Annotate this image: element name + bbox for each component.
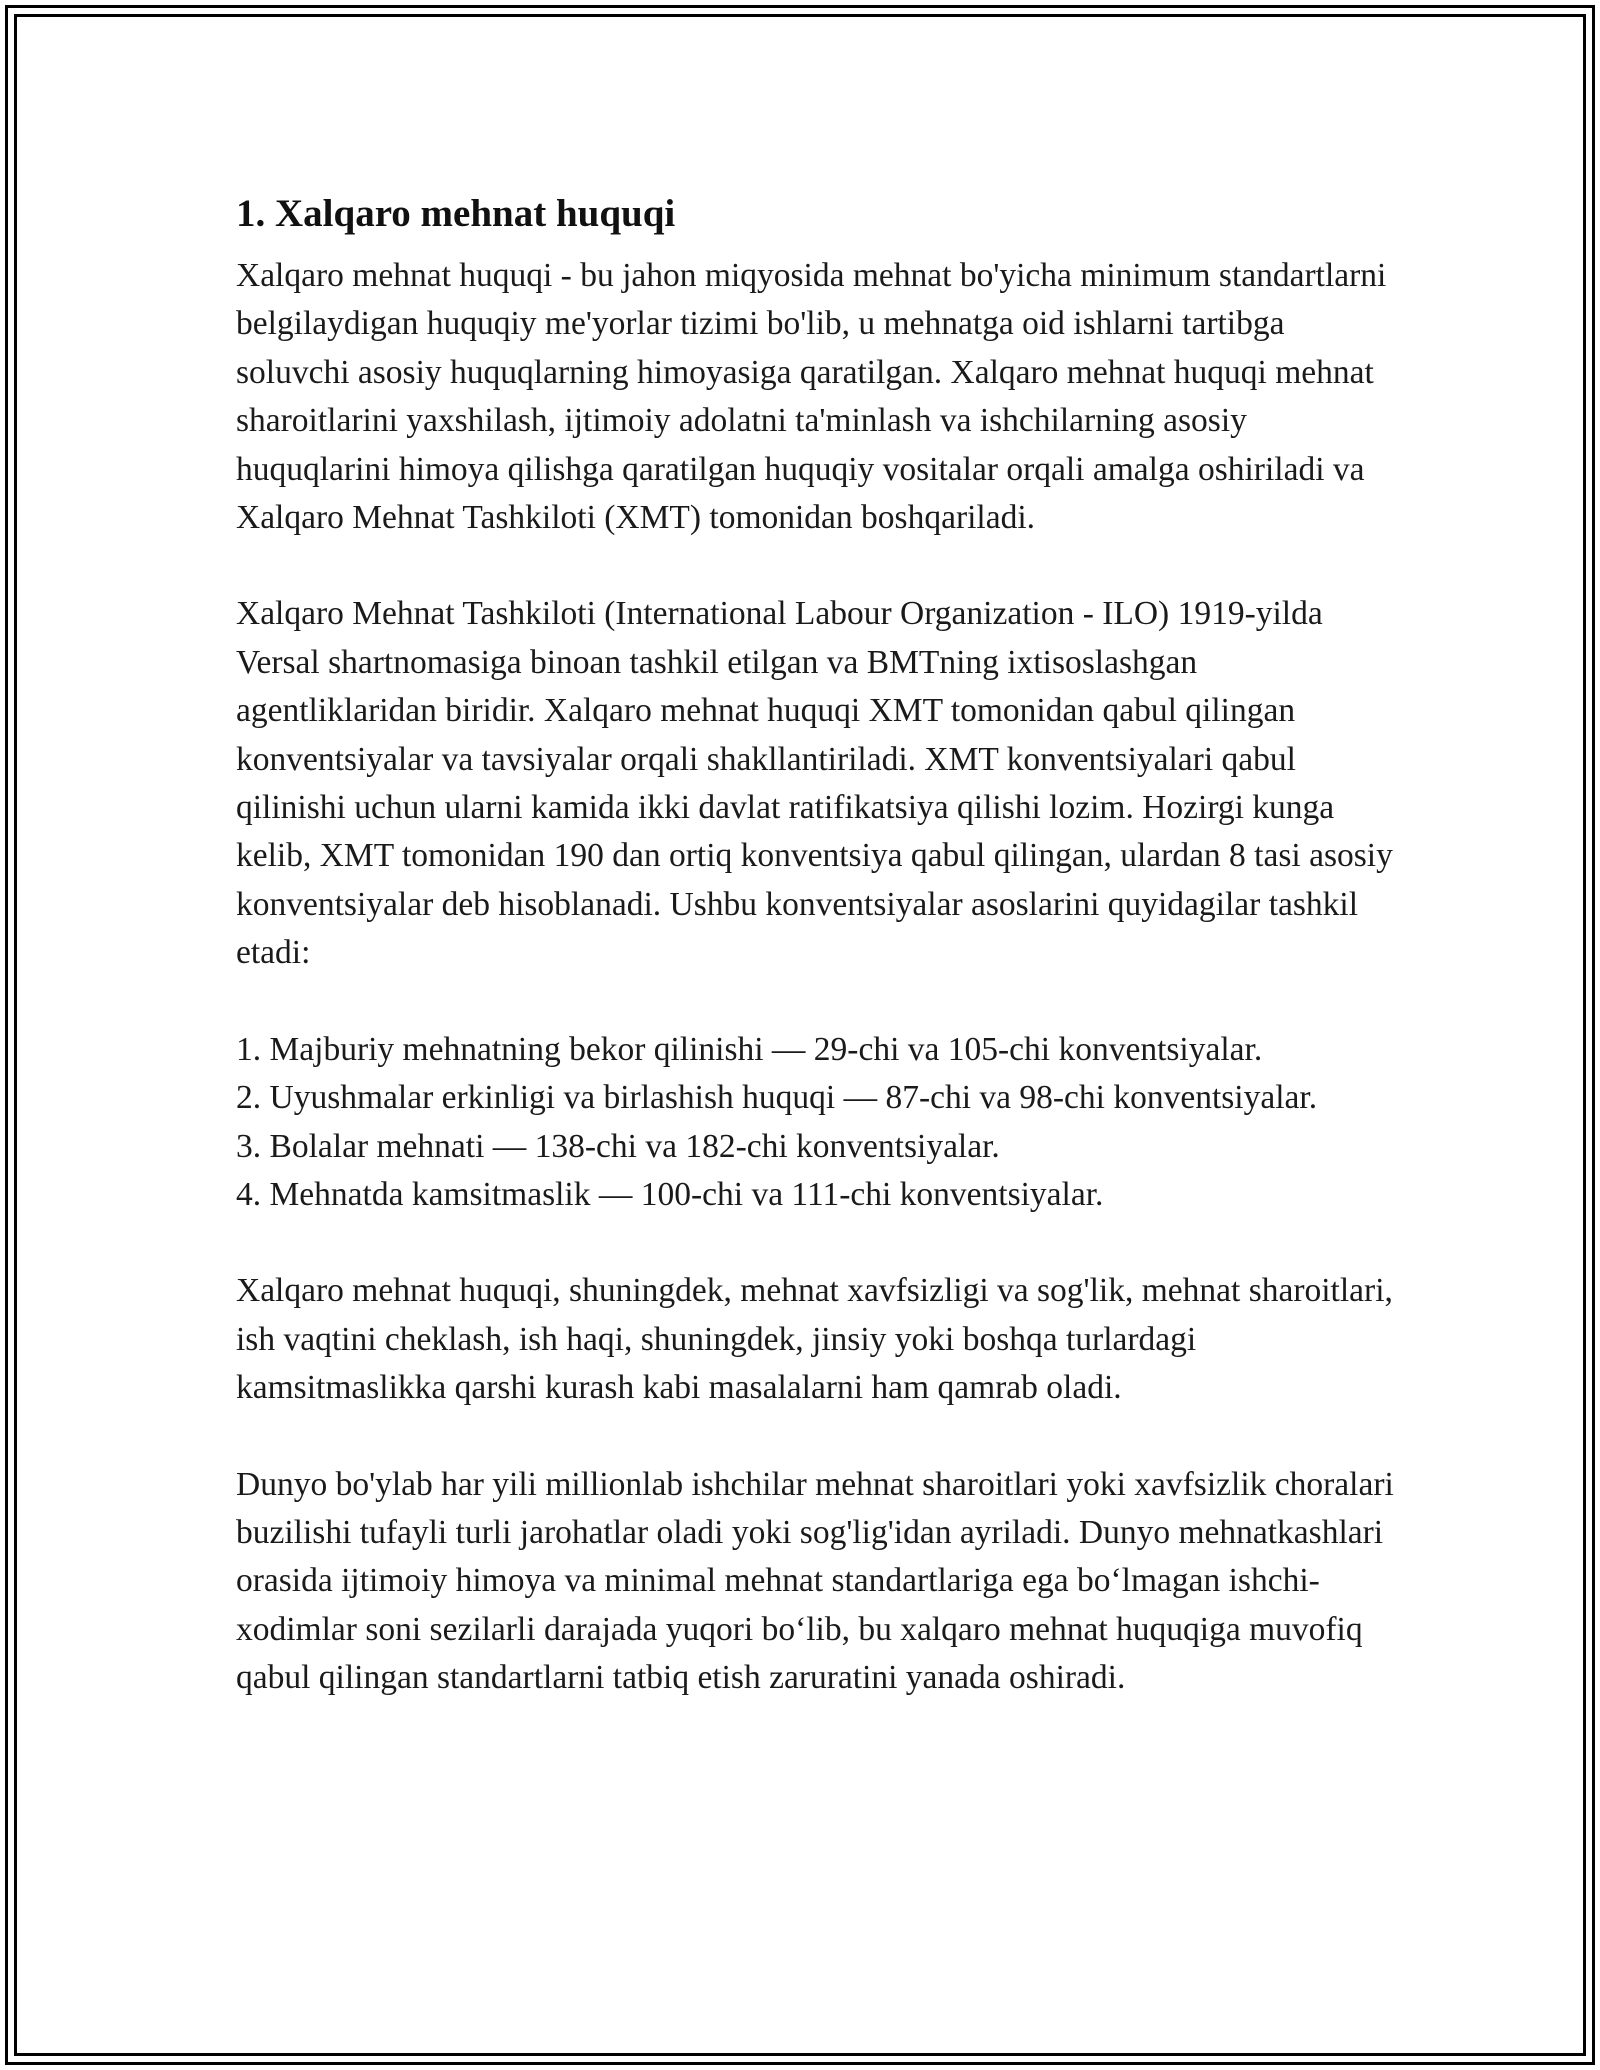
paragraph-workers: Dunyo bo'ylab har yili millionlab ishchilar mehnat sharoitlari yoki xavfsizlik choralari buzilishi tufayli turli jarohatlar oladi yoki sog'lig'idan ayriladi. Dunyo mehnatkashlari orasida ijtimoiy himoya va minimal mehnat standartlariga ega boʻlmagan ishchi-xodimlar soni sezilarli darajada yuqori boʻlib, bu xalqaro mehnat huquqiga muvofiq qabul qilingan standartlarni tatbiq etish zaruratini yanada oshiradi. [236,1465,1394,1697]
paragraph-scope: Xalqaro mehnat huquqi, shuningdek, mehnat xavfsizligi va sog'lik, mehnat sharoitlari, ish vaqtini cheklash, ish haqi, shuningdek, jinsiy yoki boshqa turlardagi kamsitmaslikka qarshi kurash kabi masalalarni ham qamrab oladi. [236,1272,1393,1407]
list-item: 1. Majburiy mehnatning bekor qilinishi — 29-chi va 105-chi konventsiyalar. [236,1030,1263,1068]
document-body [236,186,1396,1703]
section-title: 1. Xalqaro mehnat huquqi [236,192,676,235]
paragraph-spacer [236,978,1396,1026]
list-item: 2. Uyushmalar erkinligi va birlashish huquqi — 87-chi va 98-chi konventsiyalar. [236,1079,1318,1117]
paragraph-spacer [236,1219,1396,1267]
list-item: 3. Bolalar mehnati — 138-chi va 182-chi konventsiyalar. [236,1127,1000,1165]
list-item: 4. Mehnatda kamsitmaslik — 100-chi va 111-chi konventsiyalar. [236,1175,1104,1213]
conventions-list [236,1026,1396,1220]
paragraph-ilo: Xalqaro Mehnat Tashkiloti (International Labour Organization - ILO) 1919-yilda Versal shartnomasiga binoan tashkil etilgan va BMTning ixtisoslashgan agentliklaridan biridir. Xalqaro mehnat huquqi XMT tomonidan qabul qilingan konventsiyalar va tavsiyalar orqali shakllantiriladi. XMT konventsiyalari qabul qilinishi uchun ularni kamida ikki davlat ratifikatsiya qilishi lozim. Hozirgi kunga kelib, XMT tomonidan 190 dan ortiq konventsiya qabul qilingan, ulardan 8 tasi asosiy konventsiyalar deb hisoblanadi. Ushbu konventsiyalar asoslarini quyidagilar tashkil etadi: [236,595,1393,972]
paragraph-intro: Xalqaro mehnat huquqi - bu jahon miqyosida mehnat bo'yicha minimum standartlarni belgilaydigan huquqiy me'yorlar tizimi bo'lib, u mehnatga oid ishlarni tartibga soluvchi asosiy huquqlarning himoyasiga qaratilgan. Xalqaro mehnat huquqi mehnat sharoitlarini yaxshilash, ijtimoiy adolatni ta'minlash va ishchilarning asosiy huquqlarini himoya qilishga qaratilgan huquqiy vositalar orqali amalga oshiriladi va Xalqaro Mehnat Tashkiloti (XMT) tomonidan boshqariladi. [236,257,1387,537]
paragraph-spacer [236,542,1396,590]
paragraph-spacer [236,1413,1396,1461]
